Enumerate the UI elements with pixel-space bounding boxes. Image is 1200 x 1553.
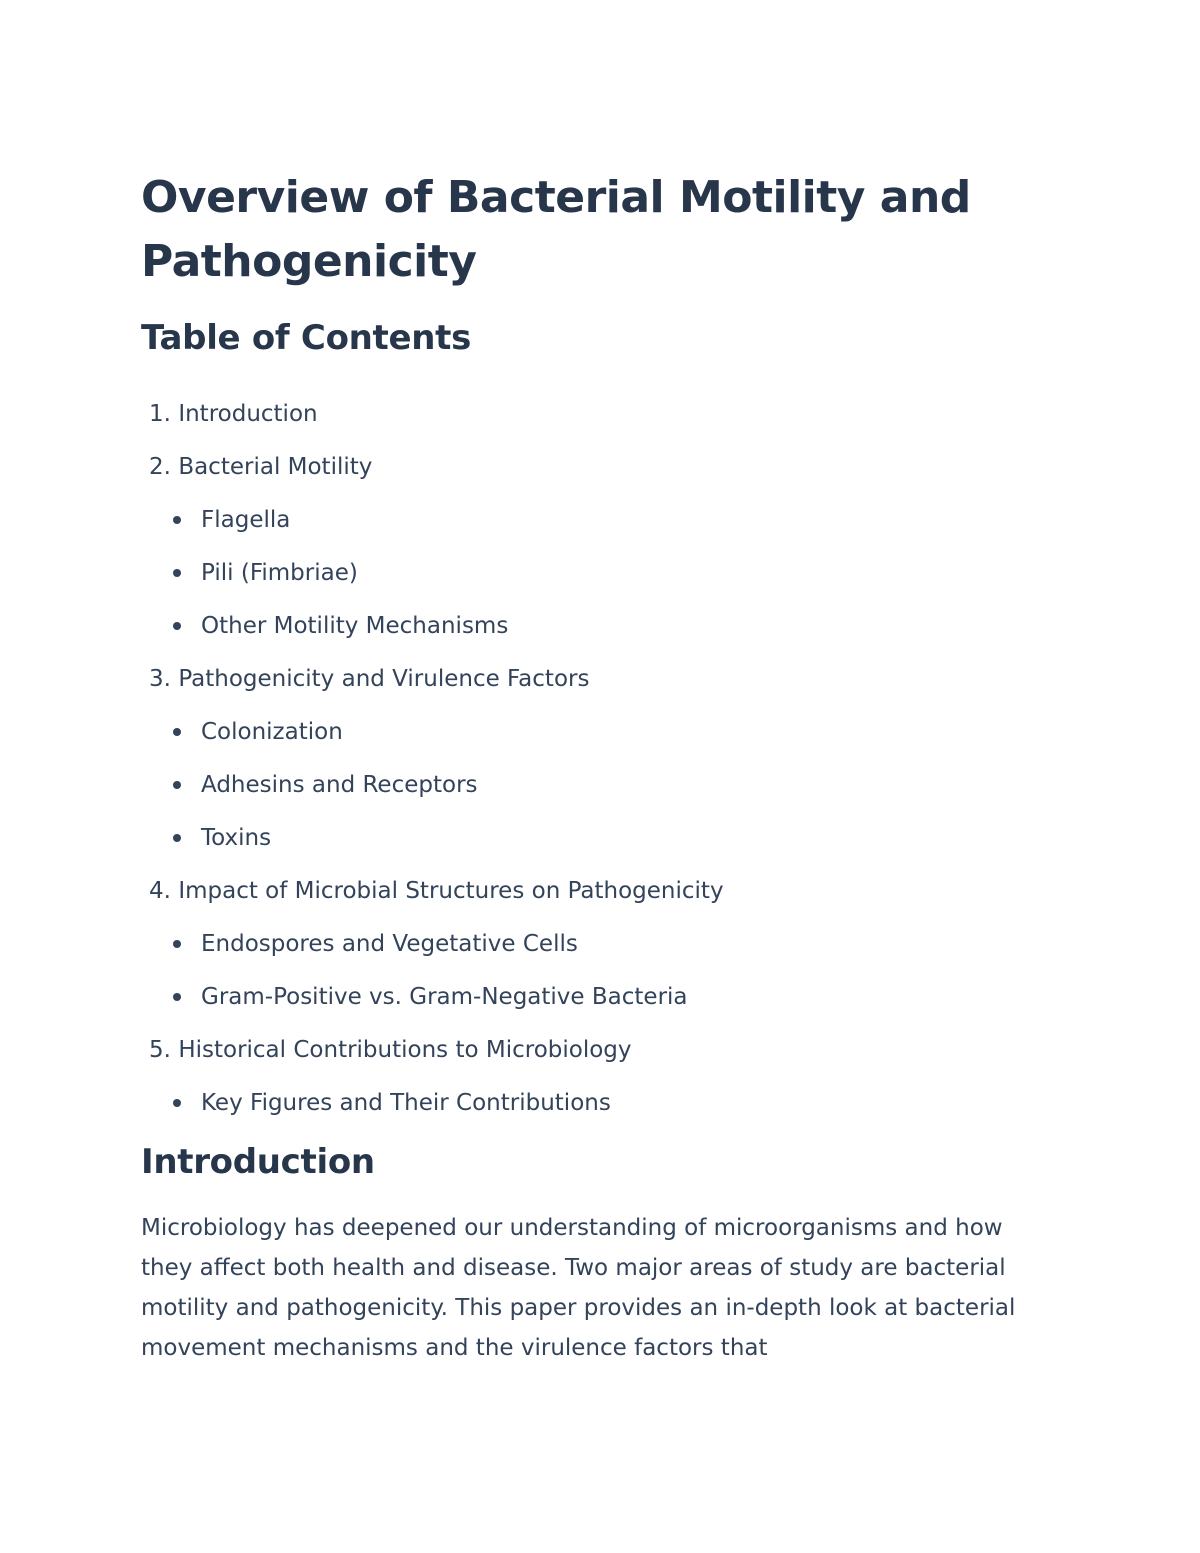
bullet-icon (173, 569, 181, 577)
toc-subitem (141, 1076, 1041, 1129)
bullet-icon (173, 993, 181, 1001)
toc-item-label: Introduction (178, 400, 318, 427)
toc-subitem (141, 599, 1041, 652)
toc-heading: Table of Contents (141, 318, 472, 358)
toc-subitem (141, 811, 1041, 864)
toc-subitem (141, 917, 1041, 970)
toc-subitem-label: Pili (Fimbriae) (201, 559, 358, 586)
toc-item-number: 3. (149, 665, 171, 692)
toc-item (141, 864, 1041, 917)
bullet-icon (173, 1099, 181, 1107)
toc-item-label: Historical Contributions to Microbiology (178, 1036, 632, 1063)
bullet-icon (173, 622, 181, 630)
toc-item (141, 652, 1041, 705)
toc-item-number: 1. (149, 400, 171, 427)
table-of-contents (141, 387, 1041, 1129)
toc-subitem-label: Gram-Positive vs. Gram-Negative Bacteria (201, 983, 688, 1010)
bullet-icon (173, 940, 181, 948)
bullet-icon (173, 516, 181, 524)
toc-subitem (141, 970, 1041, 1023)
toc-item-number: 5. (149, 1036, 171, 1063)
toc-item (141, 387, 1041, 440)
bullet-icon (173, 834, 181, 842)
bullet-icon (173, 728, 181, 736)
toc-subitem-label: Flagella (201, 506, 291, 533)
toc-item-label: Bacterial Motility (178, 453, 373, 480)
toc-subitem-label: Key Figures and Their Contributions (201, 1089, 611, 1116)
toc-subitem (141, 493, 1041, 546)
toc-item-number: 2. (149, 453, 171, 480)
toc-item (141, 1023, 1041, 1076)
document-title: Overview of Bacterial Motility and Pathogenicity (141, 172, 971, 287)
bullet-icon (173, 781, 181, 789)
toc-subitem-label: Endospores and Vegetative Cells (201, 930, 578, 957)
toc-subitem (141, 758, 1041, 811)
toc-item (141, 440, 1041, 493)
toc-subitem-label: Colonization (201, 718, 343, 745)
toc-subitem-label: Other Motility Mechanisms (201, 612, 509, 639)
toc-subitem (141, 546, 1041, 599)
toc-subitem-label: Toxins (201, 824, 272, 851)
toc-item-label: Pathogenicity and Virulence Factors (178, 665, 590, 692)
introduction-paragraph: Microbiology has deepened our understanding of microorganisms and how they affect both health and disease. Two major areas of study are bacterial motility and pathogenicity. This paper provides an in-depth look at bacterial movement mechanisms and the virulence factors that (141, 1215, 1016, 1361)
toc-item-label: Impact of Microbial Structures on Pathogenicity (178, 877, 724, 904)
toc-subitem (141, 705, 1041, 758)
toc-subitem-label: Adhesins and Receptors (201, 771, 478, 798)
toc-item-number: 4. (149, 877, 171, 904)
introduction-heading: Introduction (141, 1142, 375, 1182)
